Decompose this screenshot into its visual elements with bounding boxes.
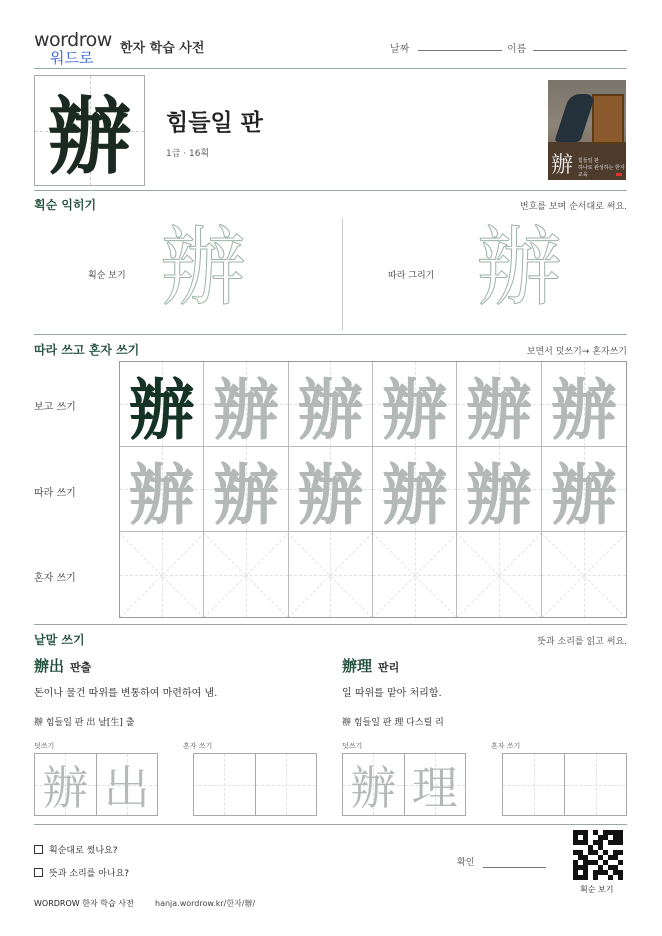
practice-cell[interactable] <box>373 362 457 447</box>
section-divider <box>34 190 627 191</box>
checkbox[interactable] <box>34 845 43 854</box>
word-trace-label: 덧쓰기 <box>34 742 55 750</box>
word-trace-label: 덧쓰기 <box>342 742 363 750</box>
word-heading <box>34 655 91 676</box>
word-hanja: 辦理 <box>342 657 373 675</box>
confirm-label: 확인 <box>457 858 475 868</box>
practice-cell-empty[interactable] <box>289 532 373 617</box>
practice-cell[interactable] <box>542 362 626 447</box>
word-trace-char: 辦 <box>350 760 397 815</box>
practice-cell-empty[interactable] <box>542 532 626 617</box>
word-trace-box[interactable] <box>342 753 466 816</box>
person-pushing-illustration <box>554 94 596 142</box>
stroke-order-diagram: 辦 <box>160 218 246 318</box>
trace-character: 辦 <box>297 370 364 447</box>
practice-cell-empty[interactable] <box>120 532 204 617</box>
practice-cell-empty[interactable] <box>457 532 541 617</box>
section-divider <box>34 824 627 825</box>
section-divider <box>34 334 627 335</box>
row-label-solo: 혼자 쓰기 <box>34 573 76 584</box>
model-character: 辦 <box>128 370 195 447</box>
trace-character: 辦 <box>550 455 617 532</box>
date-label: 날짜 <box>390 44 410 55</box>
word-definition: 일 따위를 맡아 처리함. <box>342 688 442 699</box>
book-cover-character: 辦 <box>551 153 574 178</box>
header-divider <box>34 68 627 69</box>
trace-label: 따라 그리기 <box>388 271 435 281</box>
stroke-view-label: 획순 보기 <box>88 271 126 281</box>
trace-character: 辦 <box>465 455 532 532</box>
practice-cell[interactable] <box>457 447 541 532</box>
qr-label: 획순 보기 <box>580 885 614 894</box>
character-meaning: 힘들일 판 <box>166 110 263 136</box>
logo-wordmark: wordrow <box>34 29 112 51</box>
checklist-item[interactable]: 뜻과 소리를 아나요? <box>34 866 129 879</box>
logo-korean: 워드로 <box>50 49 94 67</box>
footer-url[interactable]: hanja.wordrow.kr/한자/辦/ <box>155 899 256 908</box>
trace-character: 辦 <box>381 455 448 532</box>
practice-cell[interactable] <box>120 362 204 447</box>
practice-cell[interactable] <box>289 447 373 532</box>
practice-cell-empty[interactable] <box>204 532 288 617</box>
checkbox[interactable] <box>34 868 43 877</box>
date-field-line[interactable] <box>418 50 502 51</box>
row-label-trace: 따라 쓰기 <box>34 488 76 499</box>
qr-code[interactable] <box>573 830 623 880</box>
practice-cell[interactable] <box>204 362 288 447</box>
trace-character: 辦 <box>297 455 364 532</box>
trace-character: 辦 <box>465 370 532 447</box>
practice-cell[interactable] <box>457 362 541 447</box>
practice-cell[interactable] <box>373 447 457 532</box>
trace-diagram[interactable]: 辦 <box>476 218 562 318</box>
practice-grid <box>119 361 627 618</box>
words-section-note: 뜻과 소리를 읽고 써요. <box>537 637 627 647</box>
row-label-view: 보고 쓰기 <box>34 402 76 413</box>
trace-character: 辦 <box>128 455 195 532</box>
word-heading <box>342 655 399 676</box>
practice-cell[interactable] <box>120 447 204 532</box>
stroke-section-title: 획순 익히기 <box>34 198 97 212</box>
practice-cell[interactable] <box>542 447 626 532</box>
word-reading: 판출 <box>70 661 92 674</box>
footer-brand: WORDROW 한자 학습 사전 <box>34 899 134 908</box>
name-label: 이름 <box>507 44 527 55</box>
name-field-line[interactable] <box>533 50 627 51</box>
book-cover-title: 힘들일 판 <box>578 158 599 164</box>
trace-character: 辦 <box>212 370 279 447</box>
practice-section-note: 보면서 덧쓰기→ 혼자쓰기 <box>526 347 627 357</box>
word-solo-box[interactable] <box>502 753 627 816</box>
word-reading: 판리 <box>378 661 400 674</box>
trace-character: 辦 <box>212 455 279 532</box>
word-trace-char: 理 <box>411 760 458 815</box>
section-divider <box>34 624 627 625</box>
word-solo-box[interactable] <box>193 753 317 816</box>
practice-cell[interactable] <box>204 447 288 532</box>
word-solo-label: 혼자 쓰기 <box>183 742 213 750</box>
stroke-divider <box>342 218 343 330</box>
word-trace-char: 出 <box>103 760 150 815</box>
word-breakdown: 辦 힘들일 판 出 날[生] 출 <box>34 718 135 728</box>
word-trace-char: 辦 <box>42 760 89 815</box>
character-meta: 1급 · 16획 <box>166 149 210 159</box>
book-cover-subtitle: 하나로 완성하는 한자 교육 <box>578 165 625 178</box>
dictionary-title: 한자 학습 사전 <box>120 41 205 56</box>
checklist-item[interactable]: 획순대로 썼나요? <box>34 843 118 856</box>
wordrow-logo <box>34 30 114 66</box>
practice-cell-empty[interactable] <box>373 532 457 617</box>
practice-cell[interactable] <box>289 362 373 447</box>
trace-character: 辦 <box>550 370 617 447</box>
word-breakdown: 辦 힘들일 판 理 다스릴 리 <box>342 718 444 728</box>
trace-character: 辦 <box>381 370 448 447</box>
confirm-field-line[interactable] <box>483 867 546 868</box>
book-cover-image <box>548 80 626 180</box>
word-solo-label: 혼자 쓰기 <box>491 742 521 750</box>
stroke-section-note: 번호를 보며 순서대로 써요. <box>519 202 627 212</box>
main-character: 辦 <box>47 87 132 186</box>
word-definition: 돈이나 물건 따위를 변통하여 마련하여 냄. <box>34 688 218 699</box>
crate-illustration <box>592 94 624 144</box>
practice-section-title: 따라 쓰고 혼자 쓰기 <box>34 343 140 357</box>
word-trace-box[interactable] <box>34 753 158 816</box>
word-hanja: 辦出 <box>34 657 65 675</box>
main-character-box <box>34 75 145 186</box>
words-section-title: 낱말 쓰기 <box>34 633 85 647</box>
